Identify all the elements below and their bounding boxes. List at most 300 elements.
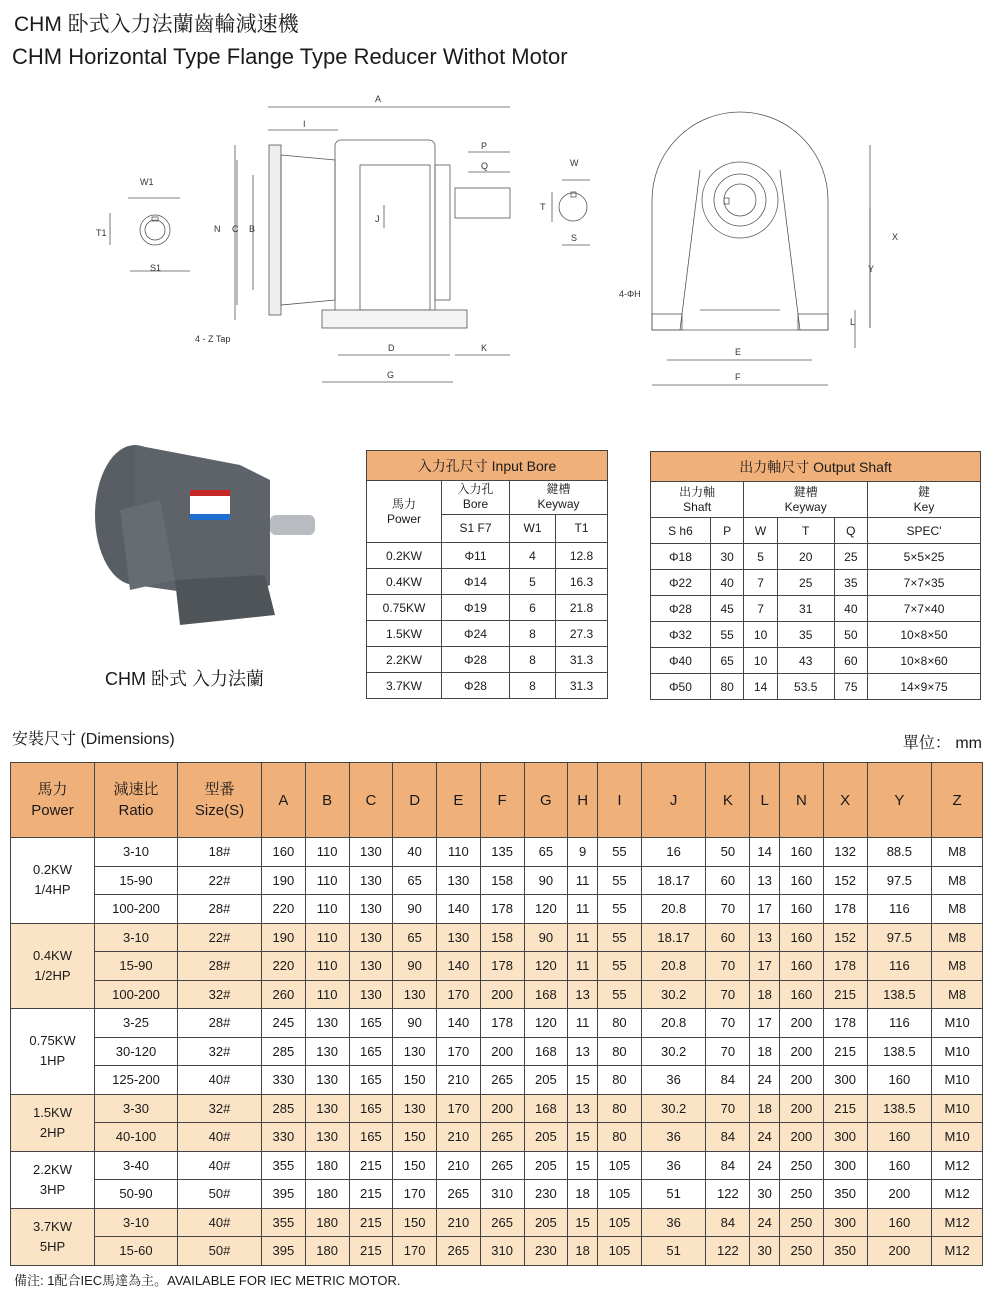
header-power (367, 481, 442, 543)
table-cell: 27.3 (556, 621, 608, 647)
table-cell: 110 (305, 952, 349, 981)
header-power-zh: 馬力 (391, 496, 416, 511)
table-cell: 220 (262, 952, 306, 981)
table-cell: 130 (437, 866, 481, 895)
table-cell: 3-40 (95, 1151, 178, 1180)
table-cell: 97.5 (867, 923, 932, 952)
table-cell: 18.17 (641, 866, 706, 895)
table-row (11, 1151, 983, 1180)
table-cell: 265 (480, 1208, 524, 1237)
column-header-b: B (305, 763, 349, 838)
table-cell: 200 (480, 1037, 524, 1066)
label-w1: W1 (140, 177, 154, 187)
table-cell: 17 (750, 1009, 780, 1038)
header-t1: T1 (556, 514, 608, 542)
table-cell: 178 (823, 895, 867, 924)
table-cell: 5×5×25 (868, 544, 981, 570)
table-cell: 24 (750, 1208, 780, 1237)
column-header: P (710, 518, 743, 544)
header-shaft-en: Shaft (683, 499, 712, 514)
table-cell: 158 (480, 923, 524, 952)
table-cell: 116 (867, 952, 932, 981)
table-cell: 28# (178, 1009, 262, 1038)
table-cell: 138.5 (867, 1037, 932, 1066)
table-cell: 21.8 (556, 595, 608, 621)
table-cell: 200 (480, 980, 524, 1009)
table-cell: 80 (598, 1009, 642, 1038)
table-cell: 14 (744, 674, 777, 700)
table-cell: 215 (823, 1094, 867, 1123)
table-cell: 8 (510, 673, 556, 699)
header-size-en: Size(S) (194, 802, 245, 819)
label-s: S (571, 233, 578, 243)
table-cell: 210 (437, 1123, 481, 1152)
table-cell: 15-90 (95, 952, 178, 981)
table-cell: 160 (780, 838, 824, 867)
power-kw: 0.75KW (29, 1033, 76, 1049)
table-row (11, 1208, 983, 1237)
table-cell: 60 (706, 923, 750, 952)
label-f: F (735, 372, 741, 382)
table-cell: 88.5 (867, 838, 932, 867)
table-cell: 18 (568, 1237, 598, 1266)
table-cell: 7 (744, 596, 777, 622)
table-cell: 84 (706, 1151, 750, 1180)
table-cell: 150 (393, 1123, 437, 1152)
table-cell: 200 (480, 1094, 524, 1123)
table-cell: 22# (178, 923, 262, 952)
table-cell: Φ28 (442, 647, 510, 673)
power-hp: 1/2HP (34, 967, 71, 983)
table-cell: 50 (834, 622, 867, 648)
table-cell: 215 (349, 1208, 393, 1237)
input-bore-caption: 入力孔尺寸 Input Bore (367, 451, 608, 481)
table-cell: 3-10 (95, 923, 178, 952)
table-cell: Φ40 (651, 648, 711, 674)
header-power-en: Power (31, 802, 74, 819)
table-cell: 7×7×35 (868, 570, 981, 596)
table-cell: 300 (823, 1208, 867, 1237)
table-cell: 285 (262, 1094, 306, 1123)
table-cell: M10 (932, 1094, 983, 1123)
table-cell: 15-90 (95, 866, 178, 895)
table-cell: M12 (932, 1208, 983, 1237)
table-cell: 31 (777, 596, 834, 622)
table-cell: 260 (262, 980, 306, 1009)
table-cell: 215 (823, 980, 867, 1009)
table-cell: 160 (867, 1208, 932, 1237)
header-ratio-zh: 減速比 (113, 781, 159, 798)
column-header-a: A (262, 763, 306, 838)
table-cell: M8 (932, 952, 983, 981)
table-cell: Φ24 (442, 621, 510, 647)
table-cell: 130 (349, 895, 393, 924)
table-cell: 30-120 (95, 1037, 178, 1066)
header-power (11, 763, 95, 838)
table-cell: M8 (932, 923, 983, 952)
table-cell: 178 (823, 1009, 867, 1038)
label-t: T (540, 202, 546, 212)
table-cell: 395 (262, 1180, 306, 1209)
table-cell: 130 (305, 1009, 349, 1038)
table-cell: 140 (437, 895, 481, 924)
table-cell: 36 (641, 1123, 706, 1152)
table-row (367, 647, 608, 673)
table-cell: 13 (568, 980, 598, 1009)
table-cell: 180 (305, 1151, 349, 1180)
label-w: W (570, 158, 579, 168)
table-cell: M12 (932, 1151, 983, 1180)
table-cell: 35 (834, 570, 867, 596)
table-cell: 25 (777, 570, 834, 596)
table-row (367, 595, 608, 621)
table-cell: 215 (349, 1237, 393, 1266)
table-cell: 165 (349, 1009, 393, 1038)
table-cell: 9 (568, 838, 598, 867)
table-cell: 170 (393, 1180, 437, 1209)
table-cell: 355 (262, 1208, 306, 1237)
table-cell: 5 (510, 569, 556, 595)
power-cell (11, 1208, 95, 1265)
table-cell: 190 (262, 923, 306, 952)
header-keyway (510, 481, 608, 515)
table-cell: 120 (524, 952, 568, 981)
photo-caption: CHM 卧式 入力法蘭 (105, 669, 264, 689)
table-cell: 150 (393, 1151, 437, 1180)
table-cell: 12.8 (556, 543, 608, 569)
table-cell: 158 (480, 866, 524, 895)
table-cell: 205 (524, 1123, 568, 1152)
table-cell: 160 (262, 838, 306, 867)
power-kw: 2.2KW (32, 1161, 72, 1177)
table-cell: 130 (349, 952, 393, 981)
table-cell: 3-25 (95, 1009, 178, 1038)
table-cell: 55 (598, 866, 642, 895)
label-t1: T1 (96, 228, 107, 238)
table-cell: 350 (823, 1180, 867, 1209)
table-cell: 7×7×40 (868, 596, 981, 622)
table-cell: 18 (750, 1094, 780, 1123)
table-cell: Φ22 (651, 570, 711, 596)
table-cell: 80 (710, 674, 743, 700)
table-cell: 51 (641, 1180, 706, 1209)
table-cell: 84 (706, 1123, 750, 1152)
table-cell: 36 (641, 1151, 706, 1180)
table-cell: 32# (178, 1037, 262, 1066)
table-cell: 200 (780, 1066, 824, 1095)
table-cell: 28# (178, 895, 262, 924)
header-bore (442, 481, 510, 515)
table-cell: 110 (305, 866, 349, 895)
header-bore-en: Bore (462, 497, 489, 512)
label-x: X (892, 232, 899, 242)
power-hp: 1/4HP (34, 882, 71, 898)
table-cell: 30 (750, 1180, 780, 1209)
table-cell: 300 (823, 1123, 867, 1152)
table-cell: 265 (480, 1151, 524, 1180)
table-cell: 55 (598, 838, 642, 867)
table-cell: 75 (834, 674, 867, 700)
table-cell: 15 (568, 1066, 598, 1095)
header-keyway-en: Keyway (784, 499, 827, 514)
table-cell: 350 (823, 1237, 867, 1266)
table-cell: 10×8×50 (868, 622, 981, 648)
table-cell: 265 (437, 1180, 481, 1209)
table-cell: 65 (524, 838, 568, 867)
table-cell: 130 (349, 980, 393, 1009)
table-cell: 55 (598, 952, 642, 981)
table-cell: 70 (706, 952, 750, 981)
table-cell: 70 (706, 980, 750, 1009)
table-row (651, 544, 981, 570)
table-cell: 120 (524, 895, 568, 924)
table-cell: 200 (867, 1180, 932, 1209)
table-row (11, 1066, 983, 1095)
table-cell: 50# (178, 1180, 262, 1209)
header-size-zh: 型番 (204, 781, 235, 798)
table-cell: 1.5KW (367, 621, 442, 647)
table-cell: 160 (780, 952, 824, 981)
power-kw: 3.7KW (32, 1218, 72, 1234)
table-cell: 30 (710, 544, 743, 570)
table-cell: 8 (510, 647, 556, 673)
table-cell: 18 (750, 980, 780, 1009)
table-cell: 200 (780, 1009, 824, 1038)
table-row (651, 596, 981, 622)
table-cell: 70 (706, 1037, 750, 1066)
table-cell: 24 (750, 1151, 780, 1180)
table-cell: 250 (780, 1151, 824, 1180)
column-header: Q (834, 518, 867, 544)
table-cell: 43 (777, 648, 834, 674)
table-cell: 200 (780, 1094, 824, 1123)
power-kw: 0.4KW (32, 947, 72, 963)
table-cell: 150 (393, 1208, 437, 1237)
table-cell: 116 (867, 1009, 932, 1038)
table-row (11, 866, 983, 895)
label-c: C (232, 224, 239, 234)
table-cell: 250 (780, 1237, 824, 1266)
label-p: P (481, 141, 488, 151)
table-cell: 15 (568, 1151, 598, 1180)
table-cell: 160 (780, 980, 824, 1009)
table-cell: 55 (598, 923, 642, 952)
table-cell: 14×9×75 (868, 674, 981, 700)
power-hp: 2HP (39, 1124, 66, 1140)
header-power-zh: 馬力 (37, 781, 68, 798)
table-cell: 13 (568, 1094, 598, 1123)
table-cell: 51 (641, 1237, 706, 1266)
table-cell: 190 (262, 866, 306, 895)
title-chinese: CHM 卧式入力法蘭齒輪減速機 (14, 13, 299, 36)
table-cell: 110 (305, 838, 349, 867)
table-row (11, 1123, 983, 1152)
dimensions-table (10, 762, 983, 1266)
table-cell: 300 (823, 1151, 867, 1180)
table-cell: 220 (262, 895, 306, 924)
label-j: J (375, 214, 380, 224)
table-cell: 80 (598, 1094, 642, 1123)
table-cell: 16 (641, 838, 706, 867)
power-hp: 5HP (39, 1238, 66, 1254)
table-cell: M10 (932, 1009, 983, 1038)
table-cell: 210 (437, 1208, 481, 1237)
table-cell: 168 (524, 980, 568, 1009)
table-cell: 24 (750, 1123, 780, 1152)
header-keyway-zh: 鍵槽 (546, 482, 571, 497)
column-header-i: I (598, 763, 642, 838)
table-cell: Φ32 (651, 622, 711, 648)
table-cell: 140 (437, 952, 481, 981)
label-k: K (481, 343, 488, 353)
table-cell: 40# (178, 1208, 262, 1237)
label-4-h: 4-ΦH (619, 289, 641, 299)
table-row (11, 1094, 983, 1123)
table-cell: 165 (349, 1123, 393, 1152)
table-cell: M8 (932, 866, 983, 895)
table-cell: Φ11 (442, 543, 510, 569)
table-cell: 20 (777, 544, 834, 570)
header-bore-zh: 入力孔 (457, 482, 494, 497)
table-cell: 310 (480, 1180, 524, 1209)
table-cell: 17 (750, 895, 780, 924)
table-cell: 70 (706, 1094, 750, 1123)
table-row (11, 1237, 983, 1266)
table-cell: 138.5 (867, 980, 932, 1009)
table-cell: 20.8 (641, 895, 706, 924)
table-cell: 122 (706, 1180, 750, 1209)
table-cell: 230 (524, 1180, 568, 1209)
table-cell: M8 (932, 838, 983, 867)
table-cell: 25 (834, 544, 867, 570)
table-cell: 130 (349, 866, 393, 895)
table-row (11, 923, 983, 952)
table-cell: M8 (932, 980, 983, 1009)
column-header-e: E (437, 763, 481, 838)
table-cell: 180 (305, 1180, 349, 1209)
table-cell: M10 (932, 1123, 983, 1152)
table-cell: 18.17 (641, 923, 706, 952)
power-cell (11, 923, 95, 1009)
table-row (367, 543, 608, 569)
label-i: I (303, 119, 306, 129)
table-cell: 120 (524, 1009, 568, 1038)
table-cell: 32# (178, 980, 262, 1009)
column-header: SPEC' (868, 518, 981, 544)
table-cell: M12 (932, 1237, 983, 1266)
table-cell: 65 (710, 648, 743, 674)
table-cell: 50-90 (95, 1180, 178, 1209)
column-header-h: H (568, 763, 598, 838)
table-cell: 10×8×60 (868, 648, 981, 674)
table-cell: 130 (305, 1094, 349, 1123)
table-cell: 31.3 (556, 647, 608, 673)
table-row (367, 569, 608, 595)
table-cell: 130 (393, 980, 437, 1009)
table-cell: 205 (524, 1066, 568, 1095)
table-cell: 138.5 (867, 1094, 932, 1123)
table-cell: M10 (932, 1037, 983, 1066)
table-cell: 165 (349, 1066, 393, 1095)
table-cell: 80 (598, 1123, 642, 1152)
table-cell: 178 (480, 952, 524, 981)
table-cell: 180 (305, 1208, 349, 1237)
label-y: Y (868, 264, 875, 274)
table-cell: 55 (598, 895, 642, 924)
table-cell: 105 (598, 1151, 642, 1180)
technical-drawing (0, 80, 1000, 400)
table-cell: 110 (305, 895, 349, 924)
column-header-j: J (641, 763, 706, 838)
table-cell: 130 (349, 838, 393, 867)
table-cell: 160 (867, 1066, 932, 1095)
header-key (868, 482, 981, 518)
column-header-y: Y (867, 763, 932, 838)
column-header: S h6 (651, 518, 711, 544)
table-cell: 168 (524, 1094, 568, 1123)
table-cell: 18 (568, 1180, 598, 1209)
table-row (11, 1037, 983, 1066)
table-cell: 50 (706, 838, 750, 867)
table-cell: 90 (393, 952, 437, 981)
table-cell: 84 (706, 1208, 750, 1237)
table-cell: 3-30 (95, 1094, 178, 1123)
label-tap: 4 - Z Tap (195, 334, 231, 344)
header-power-en: Power (386, 511, 421, 526)
table-cell: 170 (393, 1237, 437, 1266)
table-cell: 24 (750, 1066, 780, 1095)
power-cell (11, 838, 95, 924)
output-shaft-caption: 出力軸尺寸 Output Shaft (651, 452, 981, 482)
column-header: T (777, 518, 834, 544)
table-cell: 0.2KW (367, 543, 442, 569)
table-cell: 11 (568, 866, 598, 895)
table-cell: 130 (305, 1123, 349, 1152)
table-cell: 97.5 (867, 866, 932, 895)
table-cell: 84 (706, 1066, 750, 1095)
table-cell: 250 (780, 1208, 824, 1237)
table-cell: 265 (480, 1123, 524, 1152)
table-cell: 170 (437, 1094, 481, 1123)
column-header: W (744, 518, 777, 544)
table-cell: 3-10 (95, 1208, 178, 1237)
table-cell: 160 (780, 923, 824, 952)
table-cell: 15-60 (95, 1237, 178, 1266)
power-kw: 1.5KW (32, 1104, 72, 1120)
unit-label: 單位： mm (902, 735, 982, 752)
table-cell: 160 (780, 866, 824, 895)
table-cell: 53.5 (777, 674, 834, 700)
header-ratio (95, 763, 178, 838)
side-view (195, 94, 510, 382)
table-cell: 5 (744, 544, 777, 570)
label-g: G (387, 370, 395, 380)
table-cell: 205 (524, 1151, 568, 1180)
table-cell: 40-100 (95, 1123, 178, 1152)
table-cell: 70 (706, 895, 750, 924)
table-row (11, 952, 983, 981)
table-cell: 160 (780, 895, 824, 924)
table-cell: 30.2 (641, 1094, 706, 1123)
table-cell: 170 (437, 980, 481, 1009)
table-cell: 152 (823, 866, 867, 895)
table-cell: 210 (437, 1066, 481, 1095)
header-key-en: Key (913, 499, 935, 514)
table-cell: 40# (178, 1151, 262, 1180)
table-row (651, 622, 981, 648)
table-cell: 110 (305, 980, 349, 1009)
header-key-zh: 鍵 (918, 484, 931, 499)
